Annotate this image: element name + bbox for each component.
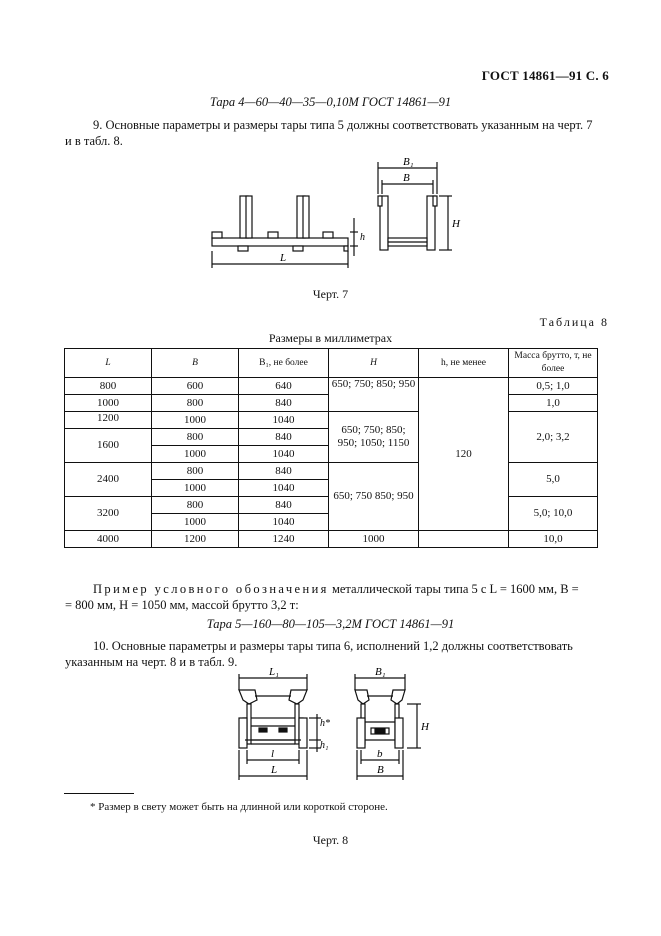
example-spaced-heading: Пример условного обозначения [93, 582, 329, 596]
designation-example-type5: Тара 5—160—80—105—3,2М ГОСТ 14861—91 [206, 617, 455, 631]
cell-B1: 840 [239, 463, 329, 480]
drawing-7 [200, 152, 480, 272]
table-8 [64, 348, 598, 548]
cell-B: 1000 [152, 446, 239, 463]
example-line1: металлической тары типа 5 с L = 1600 мм, B = [328, 582, 579, 596]
cell-mass: 1,0 [509, 395, 598, 412]
dim-h-label: h [360, 232, 365, 243]
cell-B1: 1040 [239, 412, 329, 429]
cell-B: 800 [152, 395, 239, 412]
cell-B1: 640 [239, 378, 329, 395]
cell-L: 1000 [65, 395, 152, 412]
cell-H: 1000 [329, 531, 419, 548]
table-label: Таблица 8 [539, 315, 609, 329]
dim-B-label: B [403, 172, 410, 184]
cell-L: 1600 [65, 429, 152, 463]
paragraph-10-line1: 10. Основные параметры и размеры тары типа 6, исполнений 1,2 должны соответствовать [93, 639, 573, 653]
designation-example-type4: Тара 4—60—40—35—0,10М ГОСТ 14861—91 [209, 95, 452, 109]
cell-mass: 5,0; 10,0 [509, 497, 598, 531]
dim-L1-label: L₁ [269, 666, 279, 678]
dim-h1-label: h₁ [320, 740, 329, 751]
cell-B: 1200 [152, 531, 239, 548]
cell-H: 650; 750; 850; 950 [329, 378, 419, 412]
cell-B1: 1040 [239, 446, 329, 463]
table-subtitle: Размеры в миллиметрах [268, 331, 393, 345]
cell-B: 1000 [152, 412, 239, 429]
paragraph-9-line1: 9. Основные параметры и размеры тары типа 5 должны соответствовать указанным на черт. 7 [93, 118, 593, 132]
dim-B-label: B [377, 764, 384, 776]
cell-L: 800 [65, 378, 152, 395]
dim-B1-label: B₁ [375, 666, 386, 678]
col-header-B1: B₁, не более [239, 349, 329, 378]
dim-b-label: b [377, 748, 383, 760]
dim-H-label: H [452, 218, 460, 230]
cell-mass: 10,0 [509, 531, 598, 548]
drawing-8 [225, 664, 445, 790]
cell-L: 2400 [65, 463, 152, 497]
cell-h: 120 [419, 378, 509, 531]
cell-B1: 1240 [239, 531, 329, 548]
cell-L: 1200 [65, 412, 152, 429]
cell-h-empty [419, 531, 509, 548]
dim-B1-label: B₁ [403, 156, 414, 168]
paragraph-9 [65, 117, 612, 149]
footnote: * Размер в свету может быть на длинной или короткой стороне. [90, 801, 388, 813]
cell-L: 4000 [65, 531, 152, 548]
footnote-divider [64, 793, 134, 794]
dim-h-star-label: h* [320, 718, 330, 729]
example-line2: = 800 мм, H = 1050 мм, массой брутто 3,2 т: [65, 598, 299, 612]
cell-B: 1000 [152, 480, 239, 497]
cell-mass: 5,0 [509, 463, 598, 497]
cell-B1: 840 [239, 429, 329, 446]
cell-B1: 1040 [239, 480, 329, 497]
cell-mass: 2,0; 3,2 [509, 412, 598, 463]
cell-B: 600 [152, 378, 239, 395]
dim-H-label: H [421, 721, 429, 733]
cell-B: 800 [152, 463, 239, 480]
cell-B1: 840 [239, 395, 329, 412]
paragraph-10-line2: указанным на черт. 8 и в табл. 9. [65, 655, 238, 669]
dim-L-label: L [280, 252, 287, 264]
cell-L: 3200 [65, 497, 152, 531]
dim-L-label: L [271, 764, 278, 776]
cell-H: 650; 750 850; 950 [329, 463, 419, 531]
col-header-mass: Масса брутто, т, не более [509, 349, 598, 378]
cell-mass: 0,5; 1,0 [509, 378, 598, 395]
cell-B: 800 [152, 497, 239, 514]
cell-B: 800 [152, 429, 239, 446]
col-header-H: H [329, 349, 419, 378]
dim-l-label: l [271, 748, 275, 760]
cell-H: 650; 750; 850; 950; 1050; 1150 [329, 412, 419, 463]
figure-8-caption: Черт. 8 [312, 833, 349, 847]
cell-B1: 840 [239, 497, 329, 514]
paragraph-9-line2: и в табл. 8. [65, 134, 123, 148]
cell-B1: 1040 [239, 514, 329, 531]
col-header-L: L [65, 349, 152, 378]
col-header-h: h, не менее [419, 349, 509, 378]
example-paragraph [65, 581, 612, 613]
cell-B: 1000 [152, 514, 239, 531]
col-header-B: B [152, 349, 239, 378]
page-header: ГОСТ 14861—91 С. 6 [481, 68, 609, 83]
figure-7-caption: Черт. 7 [312, 287, 349, 301]
